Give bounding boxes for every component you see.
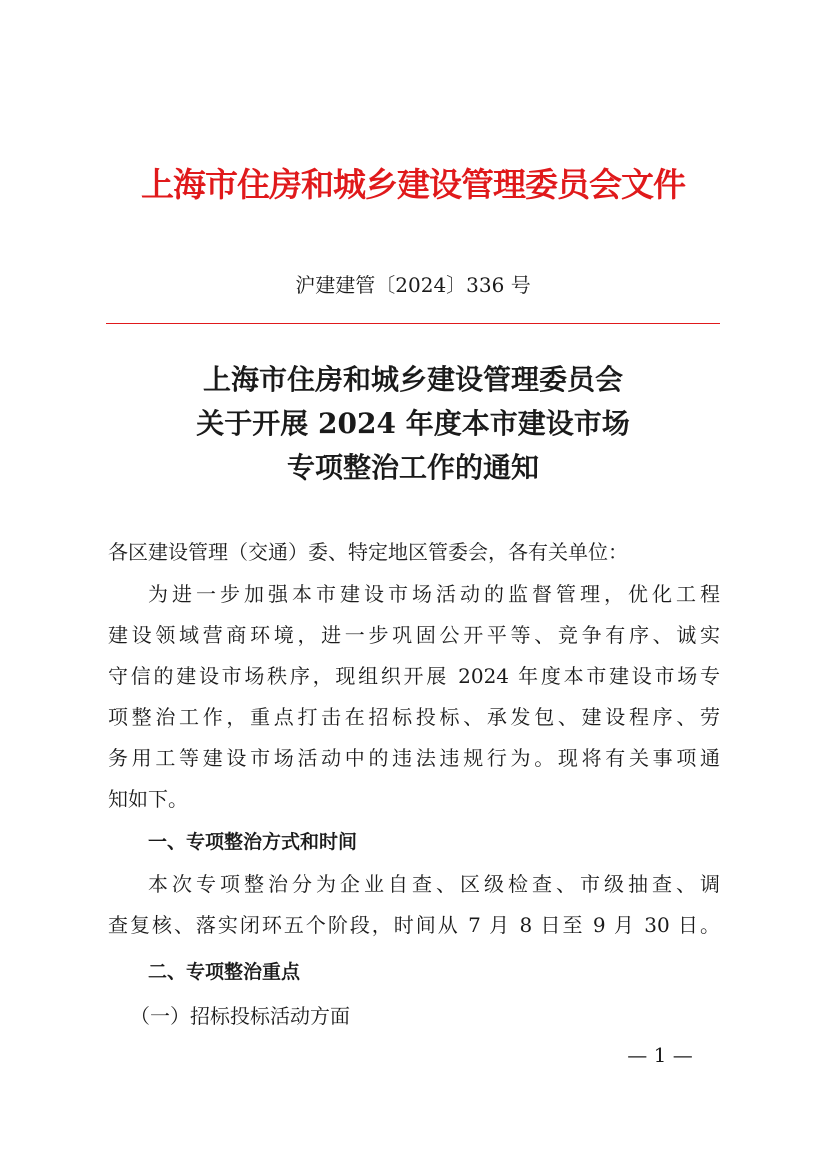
document-title-line-1: 上海市住房和城乡建设管理委员会 <box>202 363 623 396</box>
paragraph-line: 查复核、落实闭环五个阶段，时间从 7 月 8 日至 9 月 30 日。 <box>108 913 720 937</box>
document-header-title: 上海市住房和城乡建设管理委员会文件 <box>141 165 685 204</box>
paragraph-2 <box>108 864 720 946</box>
section-heading-1: 一、专项整治方式和时间 <box>148 831 358 853</box>
document-title-line-2: 关于开展 2024 年度本市建设市场 <box>196 407 630 440</box>
paragraph-line: 知如下。 <box>108 787 188 811</box>
paragraph-line: 建设领域营商环境，进一步巩固公开平等、竞争有序、诚实 <box>108 623 720 647</box>
paragraph-line: 务用工等建设市场活动中的违法违规行为。现将有关事项通 <box>108 746 720 770</box>
section-heading-2: 二、专项整治重点 <box>148 961 301 983</box>
page-number: — 1 — <box>627 1043 693 1067</box>
paragraph-line: 项整治工作，重点打击在招标投标、承发包、建设程序、劳 <box>108 705 720 729</box>
document-number: 沪建建管〔2024〕336 号 <box>295 273 531 297</box>
document-title <box>0 358 826 490</box>
subsection-heading-1: （一）招标投标活动方面 <box>130 1004 350 1028</box>
document-title-line-3: 专项整治工作的通知 <box>286 451 539 484</box>
paragraph-line: 守信的建设市场秩序，现组织开展 2024 年度本市建设市场专 <box>108 664 720 688</box>
paragraph-1 <box>108 574 720 820</box>
paragraph-line: 为进一步加强本市建设市场活动的监督管理，优化工程 <box>148 582 720 606</box>
paragraph-line: 本次专项整治分为企业自查、区级检查、市级抽查、调 <box>148 872 720 896</box>
salutation: 各区建设管理（交通）委、特定地区管委会，各有关单位： <box>108 540 628 564</box>
document-body <box>108 530 720 1038</box>
red-separator-line <box>106 323 720 324</box>
